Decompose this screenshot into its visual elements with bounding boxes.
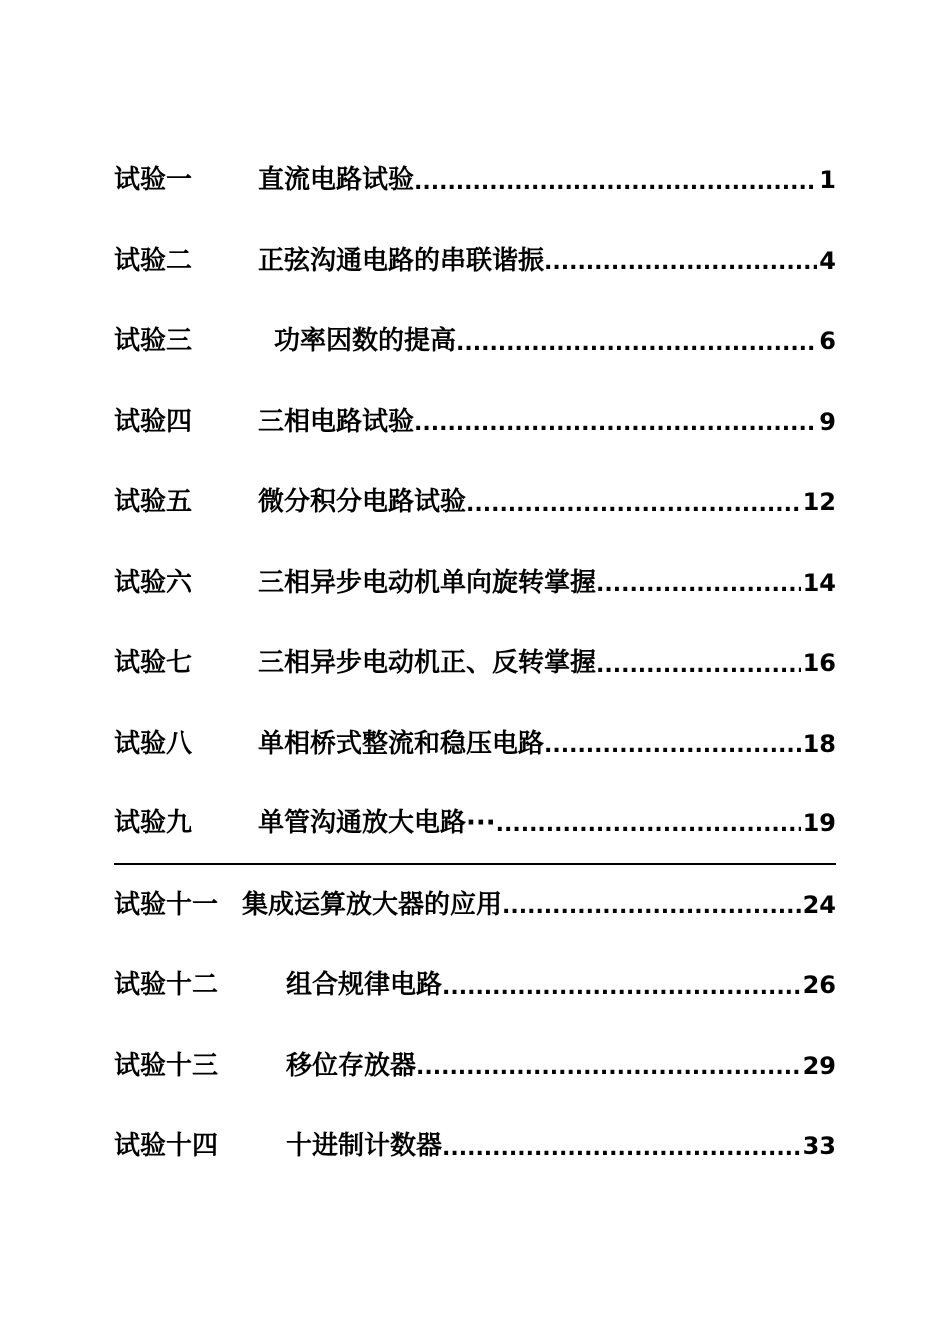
toc-dot-leader (544, 252, 817, 274)
toc-entry[interactable] (114, 543, 836, 624)
toc-dot-leader (416, 1057, 801, 1079)
toc-entry-page: 29 (802, 1051, 836, 1080)
toc-entry-title: 单管沟通放大电路··· (258, 808, 496, 839)
toc-entry[interactable] (114, 462, 836, 543)
toc-dot-leader (502, 896, 801, 918)
toc-entry[interactable] (114, 704, 836, 785)
toc-entry[interactable] (114, 221, 836, 302)
toc-entry-number: 试验三 (114, 326, 193, 357)
toc-entry-number: 试验一 (114, 165, 193, 196)
toc-entry-title: 十进制计数器 (286, 1131, 443, 1162)
toc-entry-page: 9 (819, 407, 836, 436)
toc-entry-page: 18 (802, 729, 836, 758)
toc-entry[interactable] (114, 1106, 836, 1187)
toc-entry-number: 试验十二 (114, 970, 219, 1001)
toc-entry[interactable] (114, 945, 836, 1026)
toc-entry-title: 组合规律电路 (286, 970, 443, 1001)
toc-entry-number: 试验八 (114, 728, 193, 759)
table-of-contents (114, 140, 836, 1187)
toc-dot-leader (414, 413, 817, 435)
toc-dot-leader (496, 814, 801, 836)
toc-entry-page: 16 (802, 649, 836, 678)
toc-entry[interactable] (114, 1026, 836, 1107)
toc-entry-number: 试验六 (114, 567, 193, 598)
toc-entry-page: 33 (802, 1132, 836, 1161)
toc-entry[interactable] (114, 301, 836, 382)
toc-entry-number: 试验十一 (114, 889, 219, 920)
toc-dot-leader (596, 655, 801, 677)
toc-entry-title: 微分积分电路试验 (258, 487, 467, 518)
toc-entry-title: 集成运算放大器的应用 (242, 889, 503, 920)
toc-entry-number: 试验十三 (114, 1050, 219, 1081)
toc-entry-page: 19 (802, 809, 836, 838)
toc-entry[interactable] (114, 140, 836, 221)
toc-entry-title: 单相桥式整流和稳压电路 (258, 728, 545, 759)
toc-entry-page: 26 (802, 971, 836, 1000)
toc-entry-page: 6 (819, 327, 836, 356)
toc-dot-leader (414, 172, 817, 194)
toc-entry[interactable] (114, 382, 836, 463)
toc-entry-page: 1 (819, 166, 836, 195)
toc-entry-page: 12 (802, 488, 836, 517)
toc-entry-title: 三相异步电动机正、反转掌握 (258, 648, 597, 679)
toc-entry-title: 三相异步电动机单向旋转掌握 (258, 567, 597, 598)
toc-entry-page: 24 (802, 890, 836, 919)
toc-entry-number: 试验四 (114, 406, 193, 437)
toc-entry[interactable] (114, 865, 836, 946)
toc-entry-title: 移位存放器 (286, 1050, 417, 1081)
toc-dot-leader (456, 333, 817, 355)
toc-entry-title: 功率因数的提高 (274, 326, 457, 357)
toc-entry-page: 4 (819, 246, 836, 275)
toc-entry-title: 正弦沟通电路的串联谐振 (258, 245, 545, 276)
toc-entry[interactable] (114, 623, 836, 704)
toc-dot-leader (544, 735, 801, 757)
toc-entry-number: 试验七 (114, 648, 193, 679)
toc-dot-leader (596, 574, 801, 596)
toc-entry-number: 试验十四 (114, 1131, 219, 1162)
toc-dot-leader (466, 494, 801, 516)
toc-entry-number: 试验九 (114, 808, 193, 839)
toc-dot-leader (442, 977, 801, 999)
toc-entry[interactable] (114, 784, 836, 865)
toc-entry-page: 14 (802, 568, 836, 597)
toc-dot-leader (442, 1138, 801, 1160)
toc-entry-title: 直流电路试验 (258, 165, 415, 196)
toc-entry-number: 试验二 (114, 245, 193, 276)
toc-entry-title: 三相电路试验 (258, 406, 415, 437)
toc-entry-number: 试验五 (114, 487, 193, 518)
